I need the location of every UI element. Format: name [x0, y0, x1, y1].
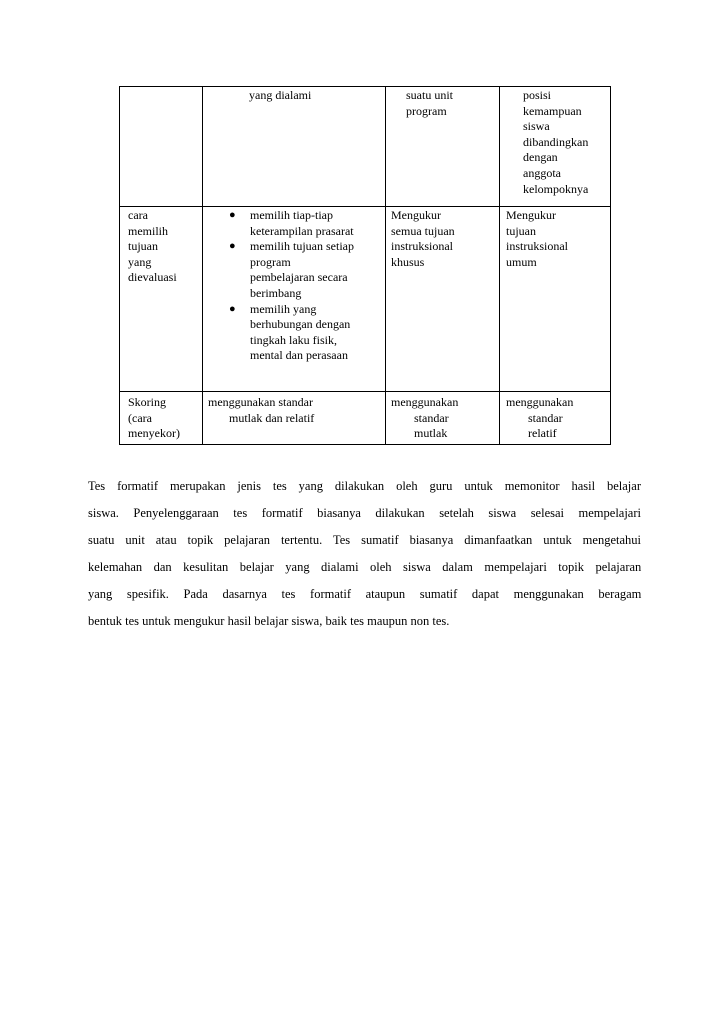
list-item: tingkah laku fisik, [250, 332, 337, 347]
table-cell: yang dialami [249, 88, 312, 102]
table-cell: menyekor) [128, 426, 180, 441]
table-cell: yang [128, 254, 152, 269]
paragraph-line: yang spesifik. Pada dasarnya tes formatif ataupun sumatif dapat menggunakan beragam [88, 587, 642, 601]
table-cell: kemampuan [523, 103, 582, 118]
bullet-icon: ● [229, 302, 236, 315]
table-border-top [119, 86, 611, 87]
table-cell: memilih [128, 223, 168, 238]
table-cell: instruksional [506, 239, 568, 254]
evaluation-table [119, 86, 611, 445]
list-item: pembelajaran secara [250, 270, 348, 285]
table-cell: dibandingkan [523, 134, 589, 149]
body-paragraph [88, 473, 641, 635]
paragraph-line: kelemahan dan kesulitan belajar yang dialami oleh siswa dalam mempelajari topik pelajaran [88, 560, 642, 574]
table-cell: mutlak [414, 426, 448, 441]
paragraph-line: siswa. Penyelenggaraan tes formatif biasanya dilakukan setelah siswa selesai mempelajari [88, 506, 641, 520]
table-cell: Skoring [128, 395, 167, 409]
table-cell: menggunakan [506, 395, 574, 409]
table-cell: semua tujuan [391, 223, 455, 238]
table-cell: umum [506, 254, 537, 269]
table-cell: cara [128, 208, 148, 222]
table-cell: Mengukur [391, 208, 441, 222]
paragraph-line: bentuk tes untuk mengukur hasil belajar siswa, baik tes maupun non tes. [88, 614, 450, 628]
table-border-bottom [119, 444, 611, 445]
table-cell: tujuan [506, 223, 536, 238]
list-item: memilih tiap-tiap [250, 208, 333, 222]
table-cell: suatu unit [406, 88, 453, 102]
table-cell: instruksional [391, 239, 453, 254]
table-row-divider-2 [119, 391, 611, 392]
table-cell: program [406, 103, 447, 118]
table-row-divider-1 [119, 206, 611, 207]
bullet-icon: ● [229, 209, 236, 221]
table-cell: mutlak dan relatif [229, 410, 315, 425]
paragraph-line: Tes formatif merupakan jenis tes yang dilakukan oleh guru untuk memonitor hasil belajar [88, 479, 641, 493]
list-item: mental dan perasaan [250, 348, 348, 363]
table-cell: dengan [523, 150, 558, 165]
table-cell: standar [528, 410, 563, 425]
table-cell: (cara [128, 410, 152, 425]
table-cell: posisi [523, 88, 552, 102]
table-cell: Mengukur [506, 208, 556, 222]
table-cell: khusus [391, 254, 425, 269]
table-cell: menggunakan [391, 395, 459, 409]
table-cell: dievaluasi [128, 270, 177, 285]
table-cell: kelompoknya [523, 181, 589, 196]
table-cell: tujuan [128, 239, 158, 254]
list-item: berimbang [250, 286, 302, 300]
table-cell: menggunakan standar [208, 395, 313, 409]
list-item: program [250, 254, 291, 269]
paragraph-line: suatu unit atau topik pelajaran tertentu. Tes sumatif biasanya dimanfaatkan untuk mengetahui [88, 533, 641, 547]
table-cell: standar [414, 410, 449, 425]
table-cell: siswa [523, 119, 550, 134]
list-item: berhubungan dengan [250, 317, 351, 332]
bullet-icon: ● [229, 240, 236, 253]
list-item: keterampilan prasarat [250, 223, 354, 238]
table-cell: anggota [523, 166, 561, 180]
list-item: memilih yang [250, 301, 317, 316]
list-item: memilih tujuan setiap [250, 239, 354, 254]
table-cell: relatif [528, 426, 557, 441]
